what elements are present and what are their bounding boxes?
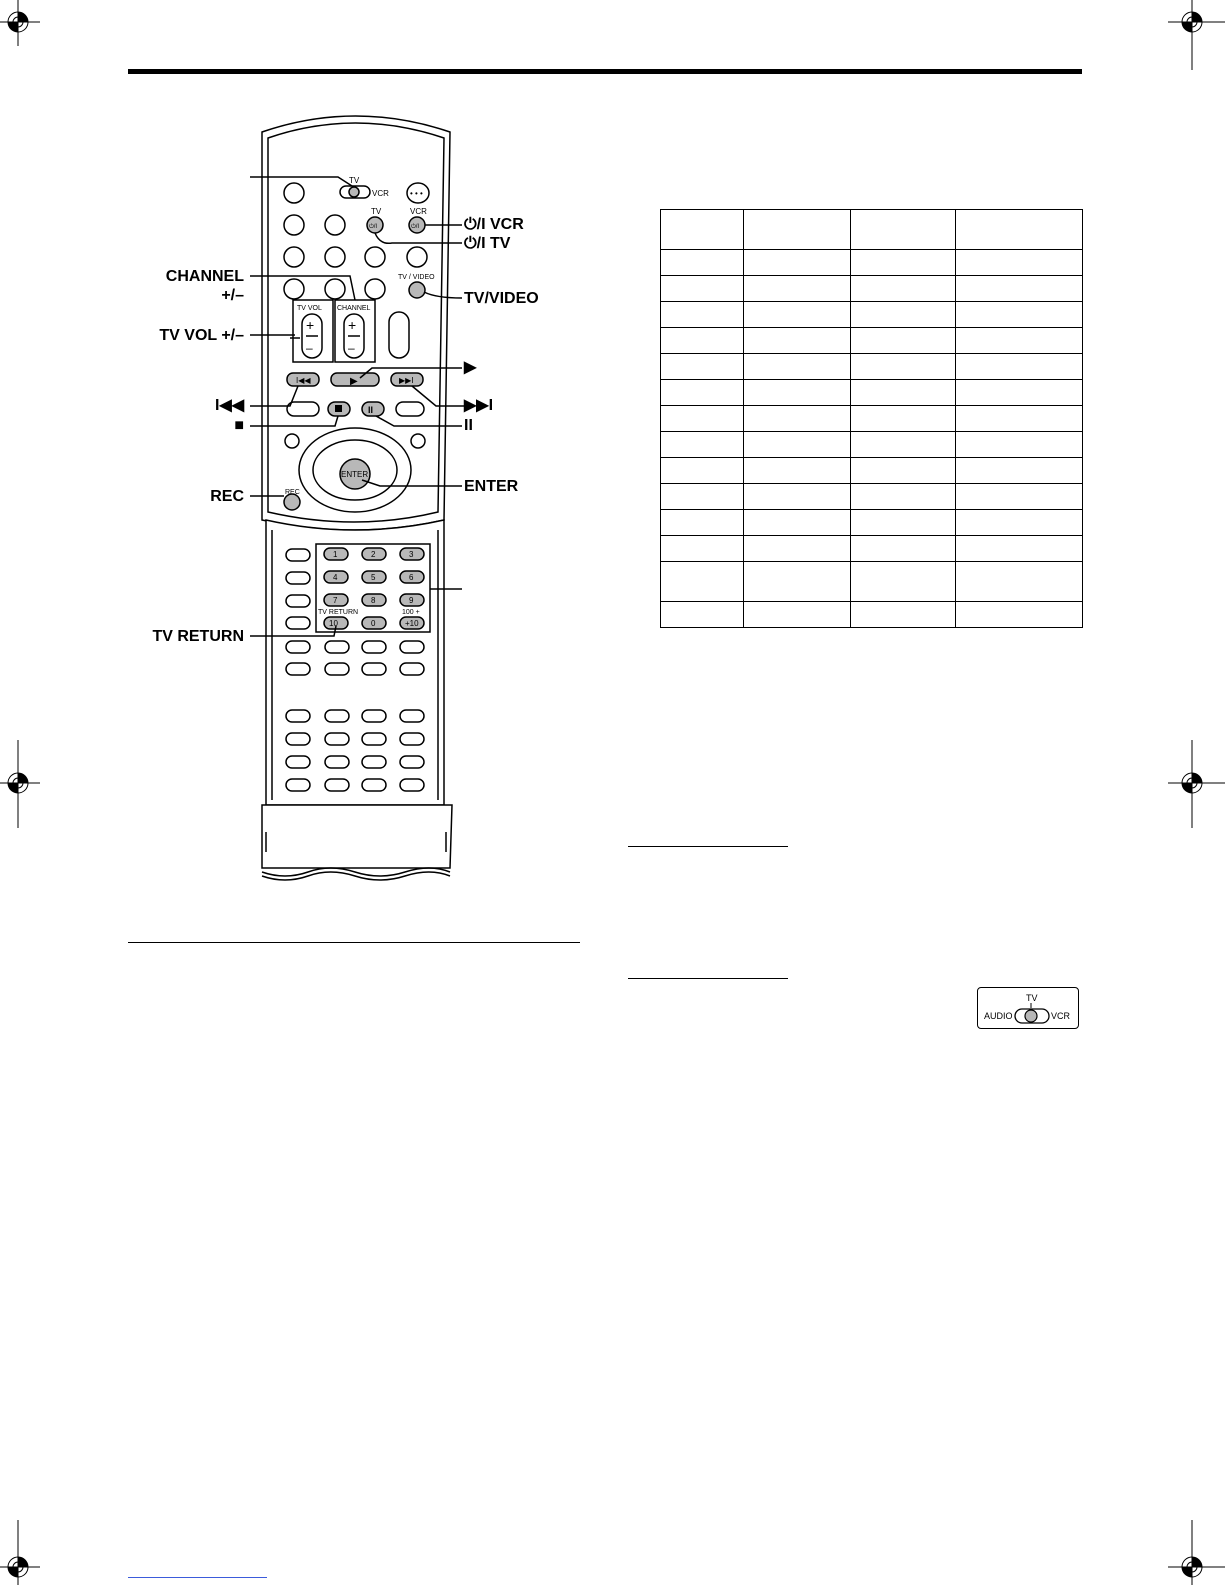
- svg-text:TV VOL: TV VOL: [297, 305, 322, 312]
- table-cell: [851, 380, 956, 406]
- svg-text:⏻/I: ⏻/I: [369, 224, 378, 230]
- table-cell: [744, 510, 851, 536]
- table-row: [661, 406, 1083, 432]
- svg-text:+: +: [348, 317, 357, 333]
- table-cell: [661, 602, 744, 628]
- table-row: [661, 510, 1083, 536]
- table-row: [661, 354, 1083, 380]
- table-cell: [956, 406, 1083, 432]
- svg-text:TV: TV: [1026, 993, 1038, 1003]
- callout-channel: CHANNEL +/–: [165, 268, 244, 304]
- svg-text:⏻/I: ⏻/I: [411, 224, 420, 230]
- table-cell: [661, 562, 744, 602]
- switch-inset: [977, 987, 1079, 1029]
- table-cell: [744, 328, 851, 354]
- table-cell: [956, 250, 1083, 276]
- svg-text:VCR: VCR: [410, 207, 427, 216]
- section-rule-right-1: [628, 846, 788, 847]
- table-row: [661, 484, 1083, 510]
- numpad-label-+10: +10: [405, 619, 419, 628]
- callout-tv-return: TV RETURN: [152, 628, 244, 645]
- table-cell: [851, 458, 956, 484]
- table-cell: [661, 354, 744, 380]
- table-row: [661, 380, 1083, 406]
- callout-tv-vol: TV VOL +/–: [159, 327, 244, 344]
- svg-text:TV RETURN: TV RETURN: [318, 609, 359, 616]
- table-cell: [956, 302, 1083, 328]
- table-cell: [851, 536, 956, 562]
- callout-rec: REC: [210, 488, 244, 505]
- callout-stop: ■: [234, 417, 244, 434]
- table-cell: [661, 458, 744, 484]
- table-cell: [744, 432, 851, 458]
- callout-tv-power: ⏻/I TV: [464, 235, 511, 252]
- svg-text:VCR: VCR: [372, 189, 389, 198]
- tv-audio-vcr-switch-icon: [978, 988, 1078, 1028]
- numpad-label-7: 7: [333, 596, 338, 605]
- table-cell: [851, 406, 956, 432]
- svg-text:TV: TV: [371, 207, 382, 216]
- svg-text:AUDIO: AUDIO: [984, 1011, 1013, 1021]
- code-table: [660, 209, 1083, 628]
- numpad-label-10: 10: [329, 619, 338, 628]
- numpad-label-1: 1: [333, 550, 338, 559]
- table-cell: [744, 380, 851, 406]
- table-cell: [851, 562, 956, 602]
- table-cell: [956, 510, 1083, 536]
- table-cell: [956, 328, 1083, 354]
- numpad-label-8: 8: [371, 596, 376, 605]
- table-cell: [744, 276, 851, 302]
- section-rule-right-2: [628, 978, 788, 979]
- svg-text:REC: REC: [285, 489, 300, 496]
- table-cell: [661, 484, 744, 510]
- table-cell: [661, 510, 744, 536]
- callout-prev: I◀◀: [214, 397, 244, 414]
- callout-play: ▶: [464, 359, 477, 376]
- svg-text:• • •: • • •: [410, 189, 423, 198]
- table-row: [661, 432, 1083, 458]
- table-row: [661, 602, 1083, 628]
- numpad-label-0: 0: [371, 619, 376, 628]
- table-cell: [851, 510, 956, 536]
- table-cell: [661, 250, 744, 276]
- table-cell: [744, 602, 851, 628]
- table-cell: [956, 536, 1083, 562]
- table-cell: [851, 602, 956, 628]
- svg-text:▶▶I: ▶▶I: [399, 376, 414, 385]
- numpad-label-3: 3: [409, 550, 414, 559]
- section-rule-left: [128, 942, 580, 943]
- table-cell: [661, 380, 744, 406]
- svg-text:100 +: 100 +: [402, 609, 420, 616]
- svg-text:CHANNEL: CHANNEL: [337, 305, 371, 312]
- table-cell: [744, 210, 851, 250]
- table-cell: [956, 458, 1083, 484]
- table-cell: [661, 406, 744, 432]
- callout-tv-video: TV/VIDEO: [464, 290, 539, 307]
- table-row: [661, 250, 1083, 276]
- svg-text:▶: ▶: [350, 376, 358, 387]
- svg-text:I◀◀: I◀◀: [296, 376, 311, 385]
- table-cell: [661, 210, 744, 250]
- svg-text:ENTER: ENTER: [341, 470, 369, 479]
- table-cell: [956, 354, 1083, 380]
- table-cell: [851, 302, 956, 328]
- table-cell: [851, 250, 956, 276]
- callout-enter: ENTER: [464, 478, 519, 495]
- table-cell: [661, 302, 744, 328]
- table-cell: [744, 484, 851, 510]
- numpad-label-9: 9: [409, 596, 414, 605]
- table-row: [661, 210, 1083, 250]
- table-cell: [851, 328, 956, 354]
- callout-pause: II: [464, 417, 473, 434]
- table-cell: [744, 302, 851, 328]
- footer-link-underline: [128, 1577, 267, 1578]
- numpad-label-5: 5: [371, 573, 376, 582]
- table-row: [661, 276, 1083, 302]
- table-cell: [744, 250, 851, 276]
- svg-text:–: –: [306, 341, 313, 355]
- callout-next: ▶▶I: [464, 397, 494, 414]
- table-cell: [956, 602, 1083, 628]
- table-row: [661, 458, 1083, 484]
- table-cell: [956, 210, 1083, 250]
- table-cell: [956, 484, 1083, 510]
- table-row: [661, 302, 1083, 328]
- table-cell: [956, 432, 1083, 458]
- table-row: [661, 328, 1083, 354]
- callout-vcr-power: ⏻/I VCR: [464, 216, 524, 233]
- svg-text:+: +: [306, 317, 315, 333]
- svg-text:TV / VIDEO: TV / VIDEO: [398, 274, 435, 281]
- table-cell: [744, 458, 851, 484]
- numpad-label-6: 6: [409, 573, 414, 582]
- table-row: [661, 536, 1083, 562]
- svg-text:TV: TV: [349, 176, 360, 185]
- table-cell: [851, 354, 956, 380]
- numpad-label-4: 4: [333, 573, 338, 582]
- table-cell: [956, 380, 1083, 406]
- svg-text:VCR: VCR: [1051, 1011, 1071, 1021]
- table-cell: [744, 536, 851, 562]
- table-cell: [661, 328, 744, 354]
- table-cell: [956, 276, 1083, 302]
- table-cell: [661, 536, 744, 562]
- table-cell: [851, 432, 956, 458]
- numpad-label-2: 2: [371, 550, 376, 559]
- table-cell: [956, 562, 1083, 602]
- table-cell: [851, 210, 956, 250]
- table-cell: [744, 354, 851, 380]
- table-cell: [851, 484, 956, 510]
- svg-text:II: II: [368, 405, 374, 415]
- table-cell: [661, 432, 744, 458]
- table-cell: [661, 276, 744, 302]
- table-cell: [851, 276, 956, 302]
- table-row: [661, 562, 1083, 602]
- table-cell: [744, 562, 851, 602]
- svg-text:–: –: [348, 341, 355, 355]
- table-cell: [744, 406, 851, 432]
